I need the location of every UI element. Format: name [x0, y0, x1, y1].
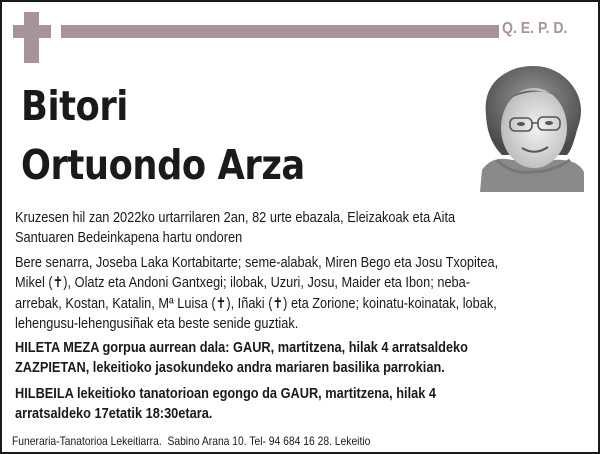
text-line: HILBEILA lekeitioko tanatorioan egongo da GAUR, martitzena, hilak 4 [15, 386, 436, 402]
family-paragraph [15, 253, 531, 334]
text-line: Bere senarra, Joseba Laka Kortabitarte; seme-alabak, Miren Bego eta Josu Txopitea, [15, 255, 499, 271]
header-divider-bar [61, 25, 499, 38]
cross-icon-bar [13, 25, 51, 38]
text-line: Kruzesen hil zan 2022ko urtarrilaren 2an, 82 urte ebazala, Eleizakoak eta Aita [15, 210, 456, 226]
deceased-first-name: Bitori [21, 82, 128, 130]
wake-paragraph [15, 384, 531, 425]
death-notice-paragraph [15, 208, 531, 249]
text-line: Mikel (✝), Olatz eta Andoni Gantxegi; ilobak, Uzuri, Josu, Maider eta Ibon; neba- [15, 275, 471, 292]
text-line: lehengusu-lehengusiñak eta beste senide guztiak. [15, 315, 299, 332]
text-line: HILETA MEZA gorpua aurrean dala: GAUR, martitzena, hilak 4 arratsaldeko [15, 340, 468, 356]
deceased-surnames: Ortuondo Arza [21, 141, 305, 189]
qepd-label: Q. E. P. D. [502, 20, 568, 37]
text-line: arrebak, Kostan, Katalin, Mª Luisa (✝), Iñaki (✝) eta Zorione; koinatu-koinatak, lobak, [15, 295, 497, 312]
text-line: Santuaren Bedeinkapena hartu ondoren [15, 230, 243, 247]
portrait-photo [472, 60, 592, 192]
funeral-mass-paragraph [15, 338, 531, 379]
funeral-home-footer: Funeraria-Tanatorioa Lekeitiarra. Sabino Arana 10. Tel- 94 684 16 28. Lekeitio [12, 434, 371, 448]
text-line: arratsaldeko 17etatik 18:30etara. [15, 406, 213, 423]
text-line: ZAZPIETAN, lekeitioko jasokundeko andra mariaren basilika parrokian. [15, 360, 445, 377]
